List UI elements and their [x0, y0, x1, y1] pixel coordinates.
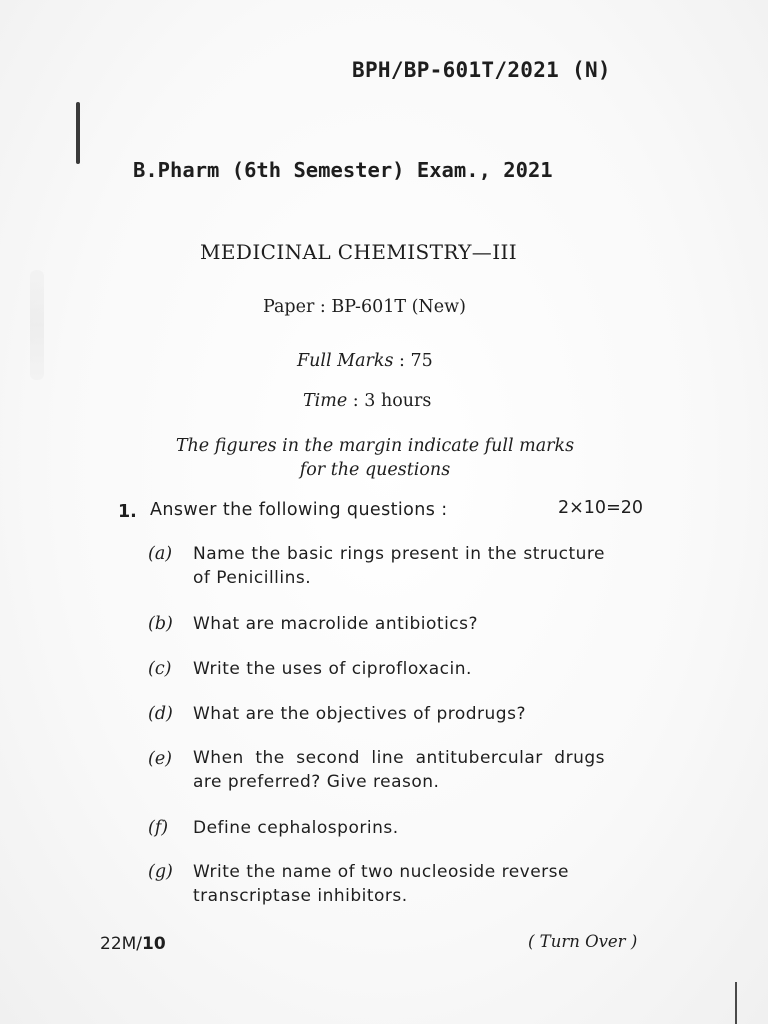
time-label: Time	[303, 391, 348, 411]
exam-title: B.Pharm (6th Semester) Exam., 2021	[133, 158, 553, 182]
item-text: What are macrolide antibiotics?	[193, 614, 479, 634]
item-text: Write the name of two nucleoside reverse transcriptase inhibitors.	[193, 862, 569, 906]
footer-code	[100, 934, 166, 954]
full-marks	[297, 351, 433, 371]
footer-code-suffix: 10	[142, 934, 166, 954]
question-text: Answer the following questions :	[150, 500, 448, 520]
paper-line: Paper : BP-601T (New)	[263, 297, 466, 317]
item-label: (a)	[148, 544, 173, 564]
item-text: What are the objectives of prodrugs?	[193, 704, 526, 724]
item-label: (f)	[148, 818, 169, 838]
subject-title: MEDICINAL CHEMISTRY—III	[200, 240, 518, 264]
question-marks: 2×10=20	[558, 498, 643, 518]
item-label: (b)	[148, 614, 173, 634]
full-marks-value: : 75	[393, 351, 433, 371]
edge-mark	[735, 982, 737, 1024]
item-label: (g)	[148, 862, 173, 882]
binder-mark	[76, 102, 80, 164]
item-label: (e)	[148, 749, 173, 769]
instruction-line: The figures in the margin indicate full marks	[175, 436, 575, 456]
turn-over: ( Turn Over )	[528, 932, 638, 951]
item-text: When the second line antitubercular drugs are preferred? Give reason.	[193, 748, 605, 792]
item-label: (c)	[148, 659, 172, 679]
time-allowed	[303, 391, 431, 411]
item-text: Name the basic rings present in the structure of Penicillins.	[193, 544, 605, 588]
footer-code-prefix: 22M/	[100, 934, 143, 954]
instruction-line: for the questions	[299, 460, 451, 480]
instructions	[140, 434, 610, 482]
time-value: : 3 hours	[347, 391, 432, 411]
question-number: 1.	[118, 502, 137, 522]
page-smudge	[30, 270, 44, 380]
item-text: Write the uses of ciprofloxacin.	[193, 659, 472, 679]
paper-code: BPH/BP-601T/2021 (N)	[352, 58, 611, 82]
item-label: (d)	[148, 704, 173, 724]
item-text: Define cephalosporins.	[193, 818, 399, 838]
full-marks-label: Full Marks	[297, 351, 394, 371]
